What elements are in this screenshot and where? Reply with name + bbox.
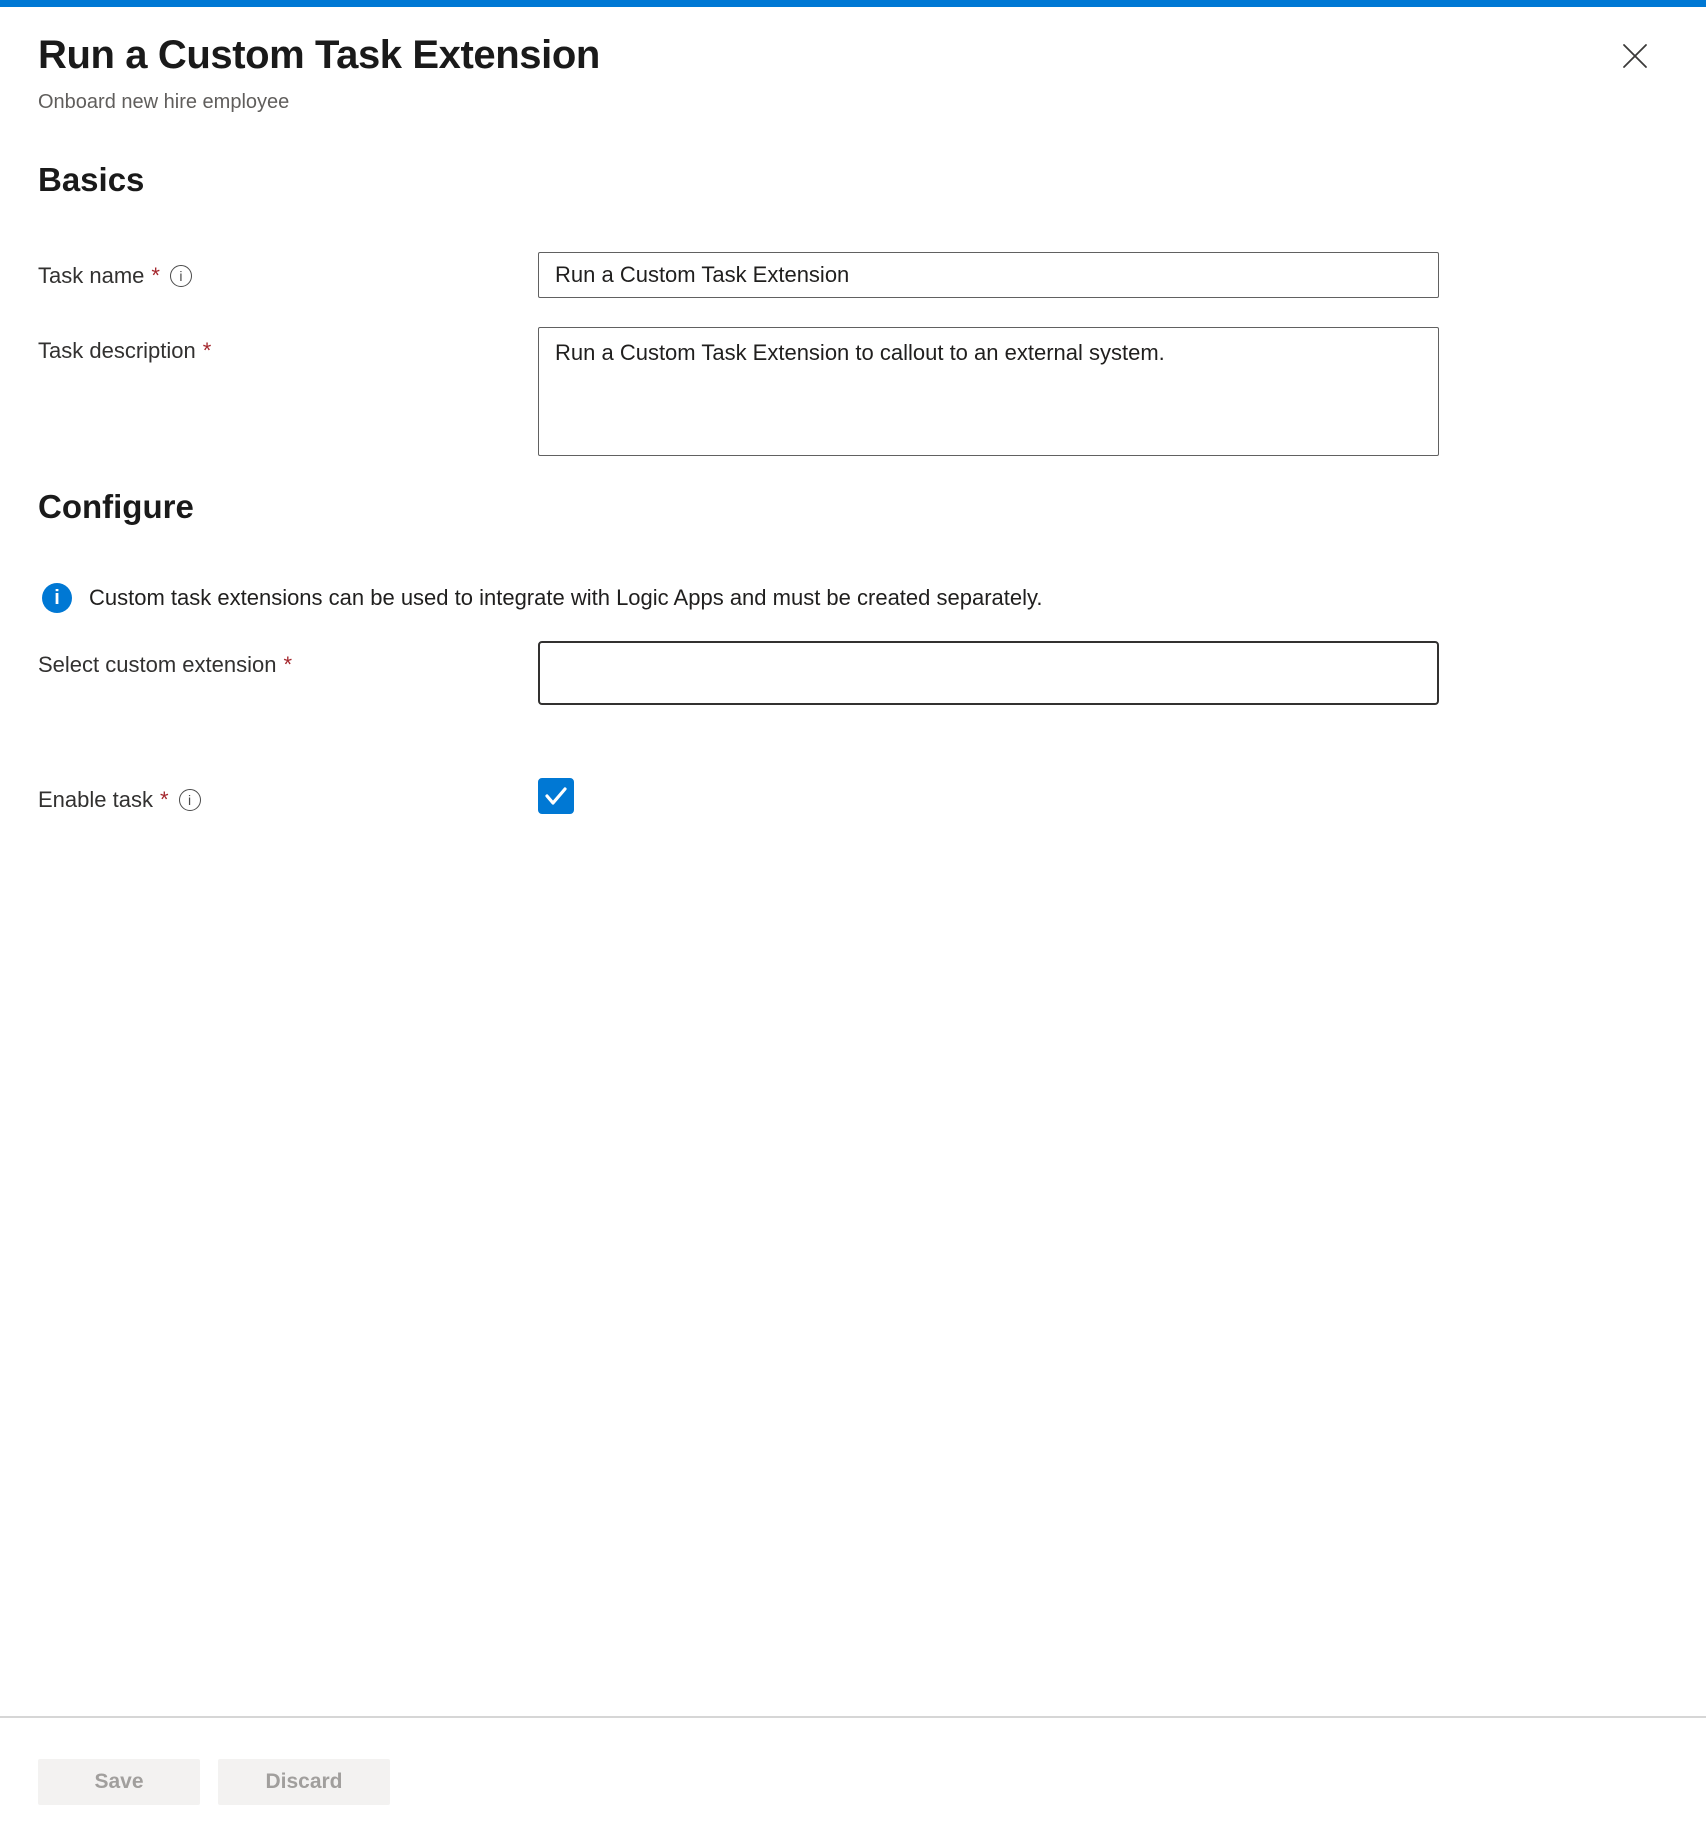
- task-name-label-text: Task name: [38, 263, 145, 288]
- select-custom-extension-label: [38, 641, 538, 678]
- footer-divider: [0, 1716, 1706, 1718]
- save-button[interactable]: Save: [38, 1759, 200, 1805]
- task-name-label: [38, 252, 538, 289]
- task-description-label: [38, 327, 538, 364]
- panel-header: [0, 7, 1706, 114]
- info-icon[interactable]: i: [170, 265, 192, 287]
- task-description-row: [38, 327, 1706, 456]
- select-custom-extension-row: [38, 641, 1706, 705]
- page-subtitle: Onboard new hire employee: [38, 91, 290, 113]
- info-banner: [42, 583, 1706, 613]
- enable-task-checkbox[interactable]: [538, 778, 574, 814]
- top-accent-bar: [0, 0, 1706, 7]
- checkmark-icon: [543, 783, 569, 809]
- footer-buttons: [38, 1759, 390, 1805]
- section-heading-basics: Basics: [38, 161, 145, 198]
- section-heading-configure: Configure: [38, 488, 194, 525]
- discard-button[interactable]: Discard: [218, 1759, 390, 1805]
- required-asterisk: *: [202, 338, 212, 363]
- enable-task-row: [38, 776, 1706, 814]
- page-title: Run a Custom Task Extension: [38, 33, 600, 77]
- select-custom-extension-label-text: Select custom extension: [38, 652, 277, 677]
- required-asterisk: *: [151, 263, 160, 288]
- info-filled-icon: i: [42, 583, 72, 613]
- close-button[interactable]: [1620, 41, 1650, 71]
- enable-task-label: [38, 776, 538, 813]
- required-asterisk: *: [283, 652, 293, 677]
- info-banner-text: Custom task extensions can be used to integrate with Logic Apps and must be created separately.: [89, 585, 1043, 610]
- task-name-input[interactable]: [538, 252, 1439, 298]
- info-icon[interactable]: i: [179, 789, 201, 811]
- task-description-input[interactable]: [538, 327, 1439, 456]
- close-icon: [1622, 43, 1648, 69]
- select-custom-extension-input[interactable]: [538, 641, 1439, 705]
- required-asterisk: *: [159, 787, 169, 812]
- task-description-label-text: Task description: [38, 338, 196, 363]
- task-name-row: [38, 252, 1706, 298]
- enable-task-label-text: Enable task: [38, 787, 153, 812]
